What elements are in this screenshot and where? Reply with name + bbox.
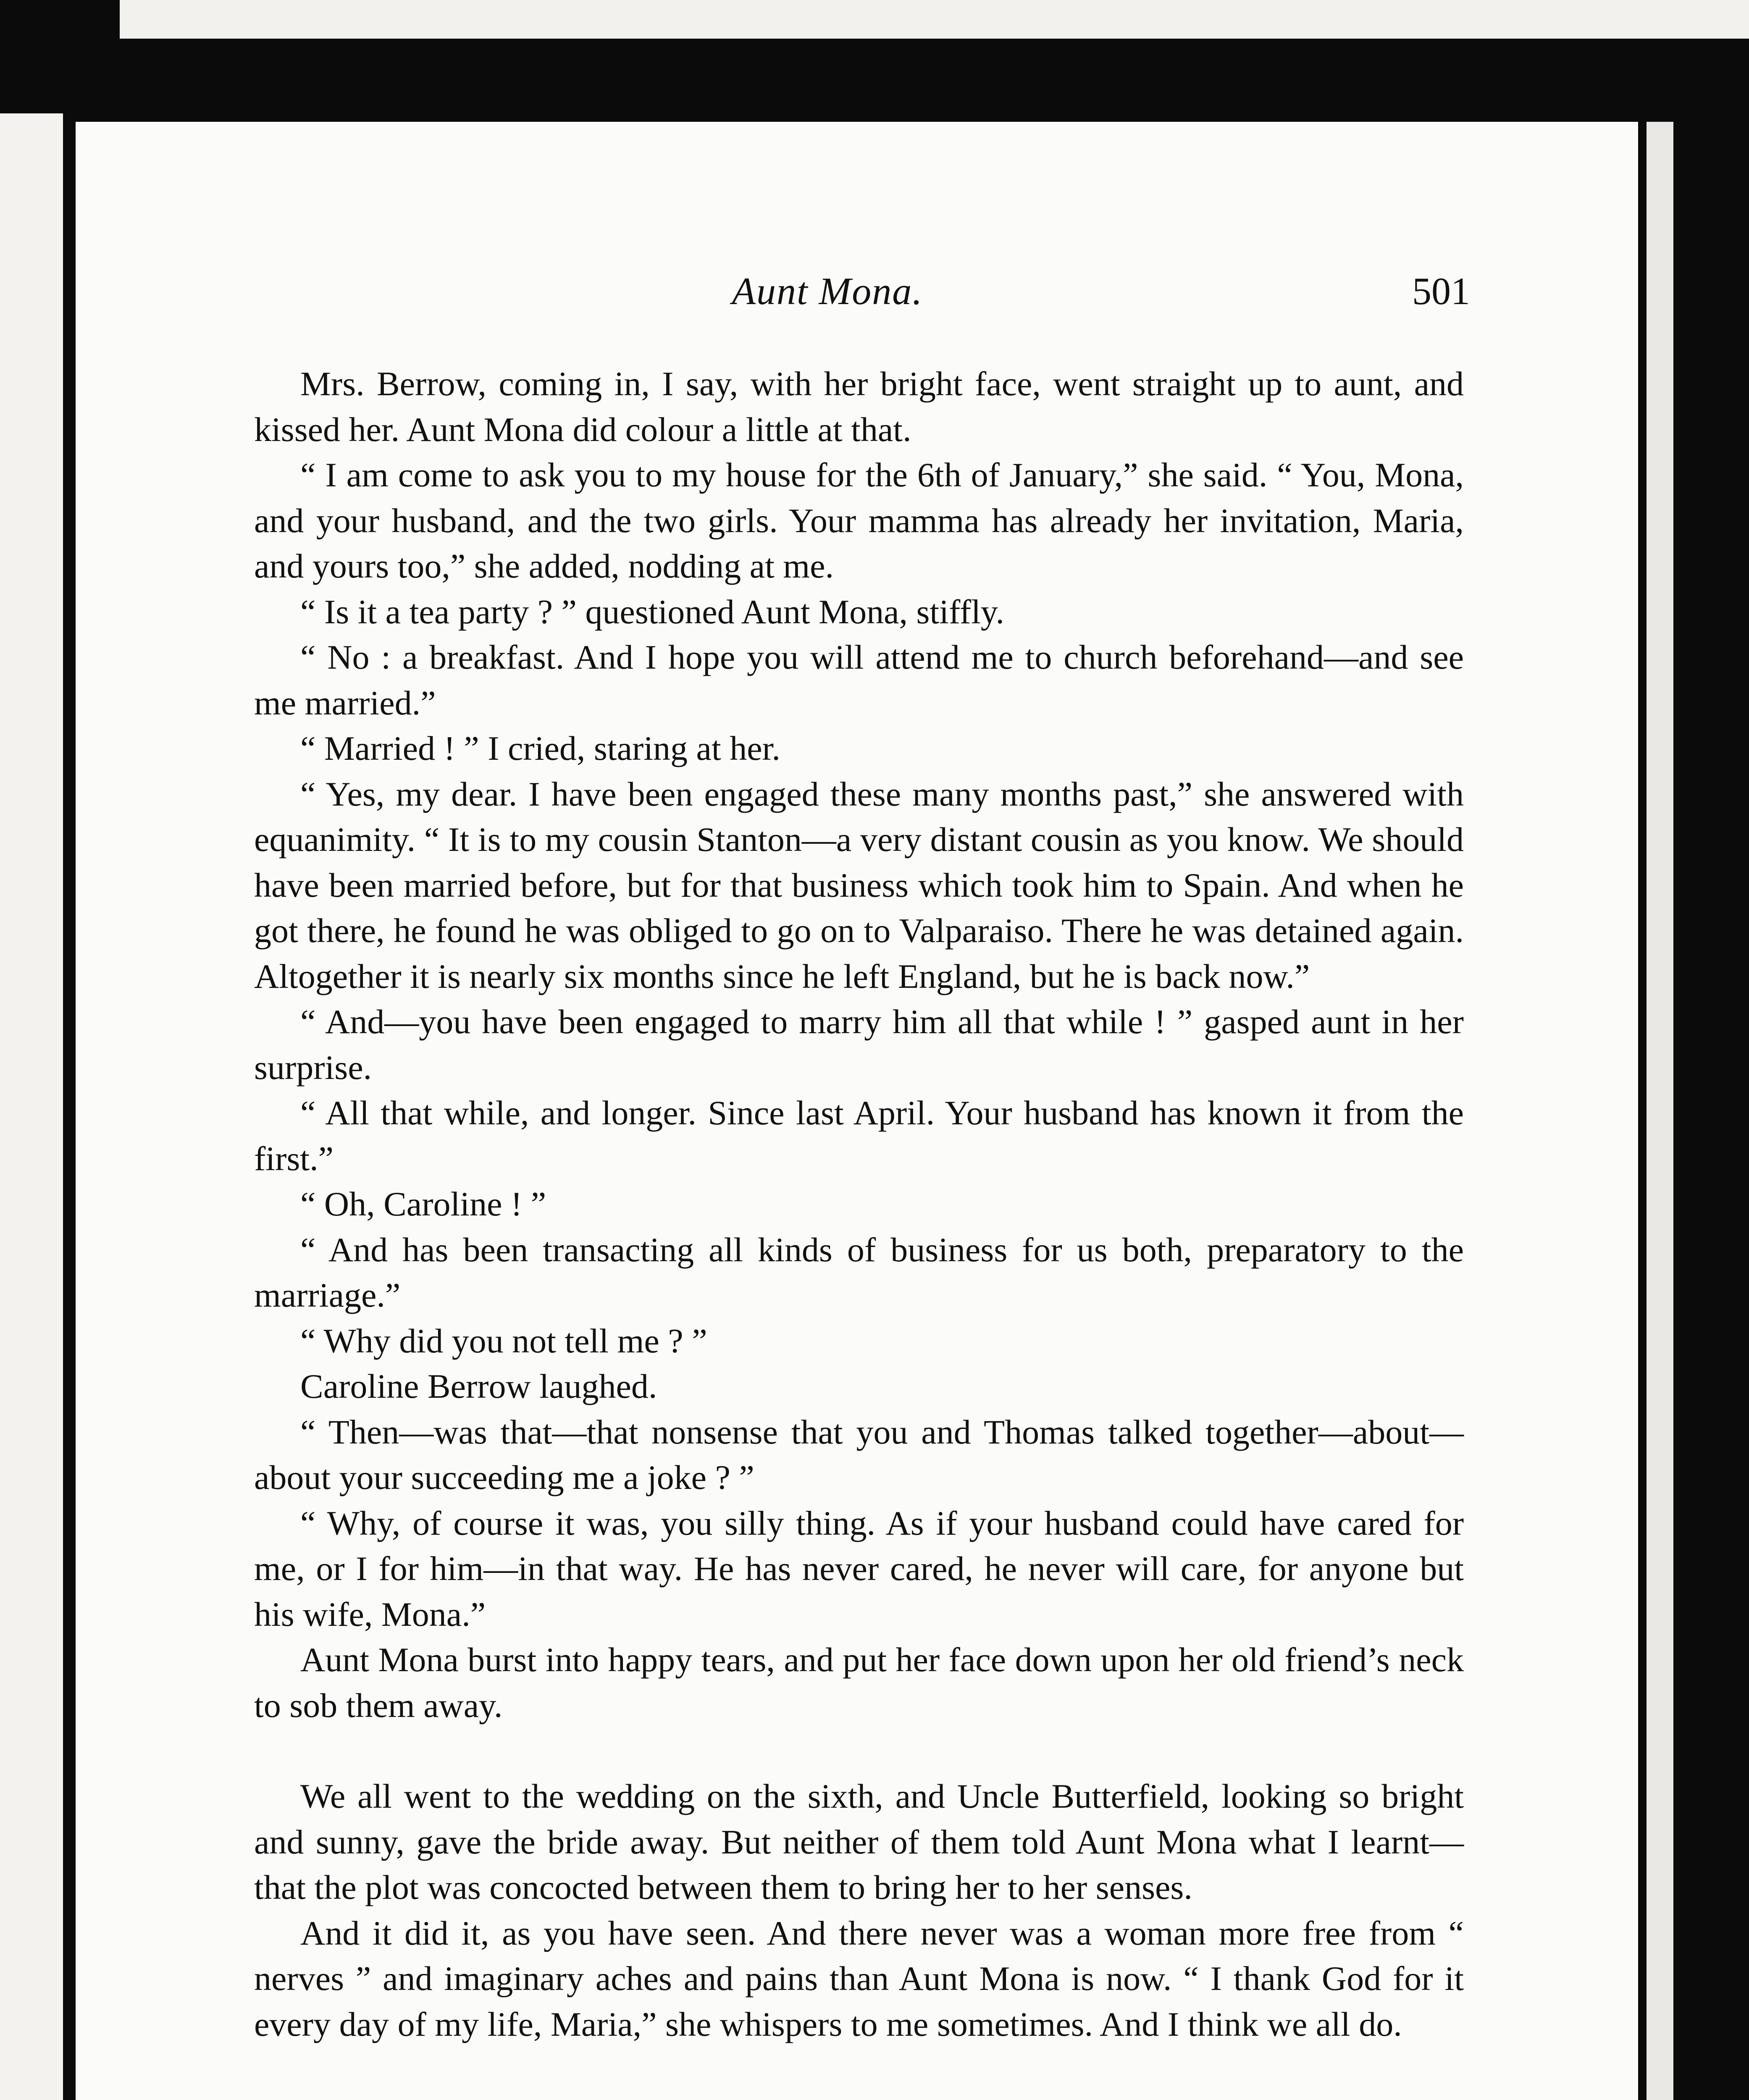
paragraph: Mrs. Berrow, coming in, I say, with her bright face, went straight up to aunt, and kissed her. Aunt Mona did colour a little at that. [254,365,1464,449]
paragraph: “ And—you have been engaged to marry him all that while ! ” gasped aunt in her surprise. [254,1003,1464,1087]
binding-edge [0,113,63,2100]
paragraph: “ I am come to ask you to my house for the 6th of January,” she said. “ You, Mona, and your husband, and the two girls. Your mamma has already her invitation, Maria, and yours too,” she added, nodding at me. [254,456,1464,585]
paragraph: We all went to the wedding on the sixth, and Uncle Butterfield, looking so bright and sunny, gave the bride away. But neither of them told Aunt Mona what I learnt—that the plot was concocted between them to bring her to her senses. [254,1777,1464,1906]
paragraph: Caroline Berrow laughed. [300,1367,657,1405]
paragraph: And it did it, as you have seen. And there never was a woman more free from “ nerves ” and imaginary aches and pains than Aunt Mona is now. “ I thank God for it every day of my life, Maria,” she whispers to me sometimes. And I think we all do. [254,1914,1464,2043]
paragraph: “ All that while, and longer. Since last April. Your husband has known it from the first.” [254,1094,1464,1178]
paragraph: “ Oh, Caroline ! ” [300,1185,546,1223]
paragraph: “ No : a breakfast. And I hope you will attend me to church beforehand—and see me married.” [254,638,1464,722]
previous-page-edge [120,0,1749,39]
paragraph: “ And has been transacting all kinds of business for us both, preparatory to the marriage.” [254,1230,1464,1314]
paragraph: “ Why did you not tell me ? ” [300,1321,707,1360]
page-number: 501 [1412,270,1470,312]
page-edge [1647,122,1673,2100]
paragraph: “ Is it a tea party ? ” questioned Aunt Mona, stiffly. [300,592,1005,631]
paragraph: “ Then—was that—that nonsense that you and Thomas talked together—about—about your succeeding me a joke ? ” [254,1412,1464,1496]
paragraph: Aunt Mona burst into happy tears, and put her face down upon her old friend’s neck to sob them away. [254,1641,1464,1725]
paragraph: “ Yes, my dear. I have been engaged these many months past,” she answered with equanimity. “ It is to my cousin Stanton—a very distant cousin as you know. We should have been married before, but for that business which took him to Spain. And when he got there, he found he was obliged to go on to Valparaiso. There he was detained again. Altogether it is nearly six months since he left England, but he is back now.” [254,774,1464,995]
body-text [254,361,1464,2047]
page-header [185,269,1470,332]
paragraph: “ Why, of course it was, you silly thing. As if your husband could have cared for me, or I for him—in that way. He has never cared, he never will care, for anyone but his wife, Mona.” [254,1504,1464,1633]
running-title: Aunt Mona. [732,270,923,312]
paragraph: “ Married ! ” I cried, staring at her. [300,729,780,767]
